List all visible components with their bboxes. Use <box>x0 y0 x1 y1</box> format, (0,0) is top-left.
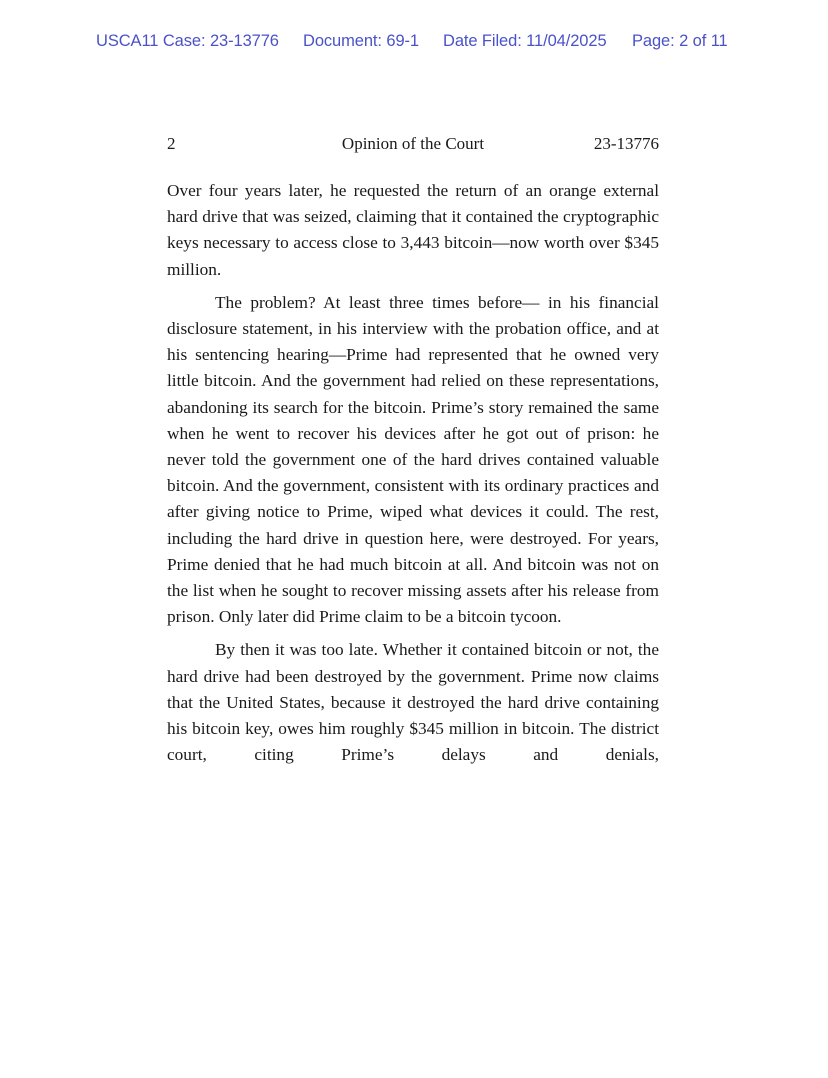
page-number: 2 <box>167 134 176 153</box>
opinion-body <box>167 178 659 768</box>
running-header <box>167 134 659 158</box>
date-filed-stamp: Date Filed: 11/04/2025 <box>443 32 607 50</box>
document-number-stamp: Document: 69-1 <box>303 32 419 50</box>
paragraph: Over four years later, he requested the return of an orange external hard drive that was seized, claiming that it contained the cryptographic keys necessary to access close to 3,443 bitcoin—now worth over $345 million. <box>167 181 659 279</box>
case-number-stamp: USCA11 Case: 23-13776 <box>96 32 279 50</box>
page-count-stamp: Page: 2 of 11 <box>632 32 728 50</box>
paragraph: The problem? At least three times before— in his financial disclosure statement, in his interview with the probation office, and at his sentencing hearing—Prime had represented that he owned very little bitcoin. And the government had relied on these representations, abandoning its search for the bitcoin. Prime’s story remained the same when he went to recover his devices after he got out of prison: he never told the government one of the hard drives contained valuable bitcoin. And the government, consistent with its ordinary practices and after giving notice to Prime, wiped what devices it could. The rest, including the hard drive in question here, were destroyed. For years, Prime denied that he had much bitcoin at all. And bitcoin was not on the list when he sought to recover missing assets after his release from prison. Only later did Prime claim to be a bitcoin tycoon. <box>167 292 659 627</box>
paragraph: By then it was too late. Whether it contained bitcoin or not, the hard drive had been destroyed by the government. Prime now claims that the United States, because it destroyed the hard drive containing his bitcoin key, owes him roughly $345 million in bitcoin. The district court, citing Prime’s delays and denials, <box>167 640 659 765</box>
running-title: Opinion of the Court <box>341 134 485 153</box>
docket-number: 23-13776 <box>593 134 659 153</box>
